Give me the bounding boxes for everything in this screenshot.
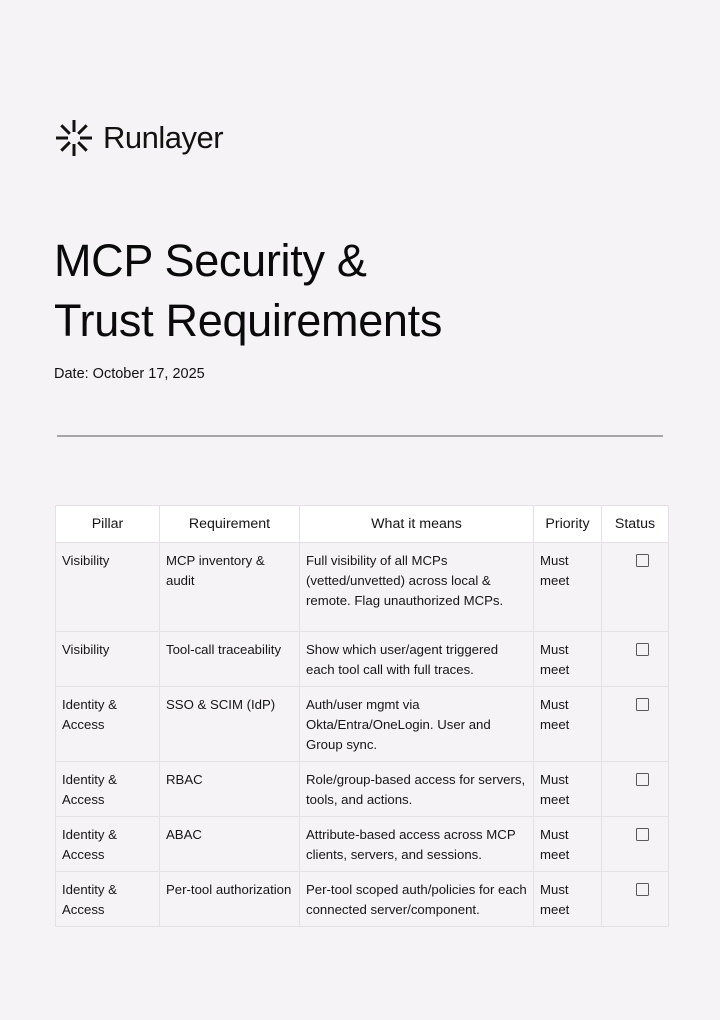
requirements-table — [55, 505, 669, 927]
table-row — [56, 762, 669, 817]
cell-priority: Must meet — [534, 817, 602, 872]
page-title-line-2: Trust Requirements — [54, 295, 443, 346]
status-checkbox[interactable] — [636, 698, 649, 711]
cell-requirement: Tool-call traceability — [160, 632, 300, 687]
cell-requirement: SSO & SCIM (IdP) — [160, 687, 300, 762]
cell-status — [602, 762, 669, 817]
cell-pillar: Visibility — [56, 543, 160, 632]
cell-status — [602, 632, 669, 687]
table-row — [56, 687, 669, 762]
cell-status — [602, 687, 669, 762]
cell-priority: Must meet — [534, 687, 602, 762]
cell-meaning: Per-tool scoped auth/policies for each connected server/component. — [300, 872, 534, 927]
cell-status — [602, 872, 669, 927]
cell-meaning: Role/group-based access for servers, tools, and actions. — [300, 762, 534, 817]
section-divider — [57, 435, 663, 437]
cell-pillar: Identity & Access — [56, 872, 160, 927]
cell-priority: Must meet — [534, 632, 602, 687]
cell-pillar: Identity & Access — [56, 762, 160, 817]
cell-pillar: Visibility — [56, 632, 160, 687]
cell-requirement: RBAC — [160, 762, 300, 817]
cell-priority: Must meet — [534, 872, 602, 927]
column-header-pillar: Pillar — [56, 506, 160, 543]
table-header-row — [56, 506, 669, 543]
document-date: Date: October 17, 2025 — [54, 366, 205, 382]
cell-meaning: Attribute-based access across MCP clients, servers, and sessions. — [300, 817, 534, 872]
asterisk-burst-icon — [55, 119, 93, 157]
status-checkbox[interactable] — [636, 554, 649, 567]
cell-pillar: Identity & Access — [56, 817, 160, 872]
status-checkbox[interactable] — [636, 883, 649, 896]
cell-priority: Must meet — [534, 543, 602, 632]
page-title — [54, 231, 442, 351]
status-checkbox[interactable] — [636, 828, 649, 841]
column-header-status: Status — [602, 506, 669, 543]
brand-logo — [55, 118, 223, 158]
status-checkbox[interactable] — [636, 773, 649, 786]
status-checkbox[interactable] — [636, 643, 649, 656]
cell-requirement: MCP inventory & audit — [160, 543, 300, 632]
cell-meaning: Full visibility of all MCPs (vetted/unvetted) across local & remote. Flag unauthorized MCPs. — [300, 543, 534, 632]
table-row — [56, 543, 669, 632]
cell-meaning: Show which user/agent triggered each tool call with full traces. — [300, 632, 534, 687]
table-row — [56, 872, 669, 927]
table-row — [56, 817, 669, 872]
cell-priority: Must meet — [534, 762, 602, 817]
cell-pillar: Identity & Access — [56, 687, 160, 762]
column-header-requirement: Requirement — [160, 506, 300, 543]
cell-requirement: Per-tool authorization — [160, 872, 300, 927]
brand-name: Runlayer — [103, 120, 224, 155]
cell-requirement: ABAC — [160, 817, 300, 872]
table-row — [56, 632, 669, 687]
cell-meaning: Auth/user mgmt via Okta/Entra/OneLogin. User and Group sync. — [300, 687, 534, 762]
column-header-what-it-means: What it means — [300, 506, 534, 543]
cell-status — [602, 817, 669, 872]
cell-status — [602, 543, 669, 632]
page-title-line-1: MCP Security & — [54, 235, 367, 286]
column-header-priority: Priority — [534, 506, 602, 543]
